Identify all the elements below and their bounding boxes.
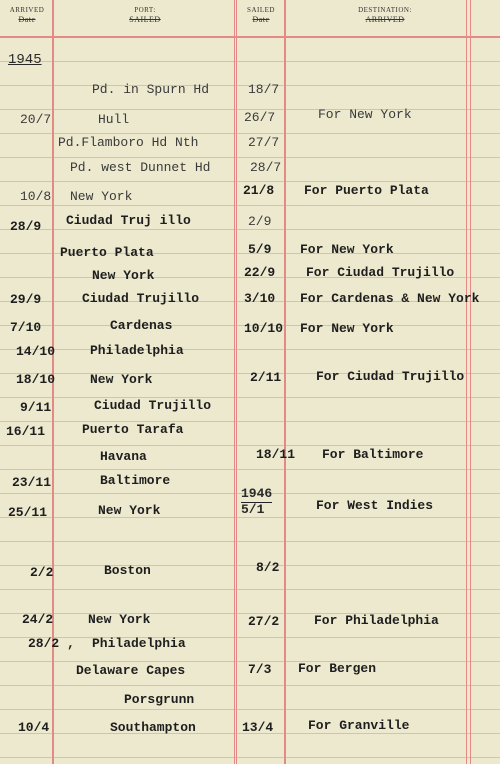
port-cell: Porsgrunn — [124, 692, 195, 707]
sailed-cell: 2/9 — [248, 214, 272, 229]
destination-cell: For Baltimore — [322, 447, 424, 462]
sailed-cell: 22/9 — [244, 265, 276, 280]
arrived-cell: 10/8 — [20, 189, 52, 204]
column-divider-sailed — [284, 0, 286, 764]
column-divider-port-b — [236, 0, 237, 764]
port-cell: Pd. in Spurn Hd — [92, 82, 210, 97]
port-cell: Havana — [100, 449, 147, 464]
arrived-cell: 14/10 — [16, 344, 56, 359]
port-cell: Ciudad Trujillo — [82, 291, 200, 306]
arrived-cell: 24/2 — [22, 612, 54, 627]
arrived-cell: 9/11 — [20, 400, 52, 415]
port-cell: Philadelphia — [90, 343, 184, 358]
sailed-cell: 18/11 — [256, 447, 296, 462]
destination-cell: For New York — [300, 321, 394, 336]
port-cell: New York — [70, 189, 133, 204]
port-cell: Baltimore — [100, 473, 171, 488]
sailed-cell: 5/9 — [248, 242, 272, 257]
port-cell: Pd. west Dunnet Hd — [70, 160, 211, 175]
sailed-cell: 7/3 — [248, 662, 272, 677]
port-cell: Puerto Plata — [60, 245, 154, 260]
header-rule — [0, 36, 500, 38]
sailed-cell: 10/10 — [244, 321, 284, 336]
column-divider-dest-b — [470, 0, 471, 764]
port-cell: New York — [88, 612, 151, 627]
destination-cell: For Bergen — [298, 661, 377, 676]
arrived-cell: 29/9 — [10, 292, 42, 307]
destination-cell: For New York — [318, 107, 412, 122]
port-cell: Boston — [104, 563, 151, 578]
arrived-cell: 2/2 — [30, 565, 54, 580]
sailed-year-date: $\frac{1946}{5/1}$ — [241, 486, 273, 517]
destination-cell: For Ciudad Trujillo — [316, 369, 465, 384]
sailed-cell: 26/7 — [244, 110, 276, 125]
sailed-cell: 13/4 — [242, 720, 274, 735]
destination-cell: For West Indies — [316, 498, 434, 513]
port-cell: Philadelphia — [92, 636, 186, 651]
sailed-cell: 28/7 — [250, 160, 282, 175]
year-label: 1945 — [8, 52, 42, 68]
sailed-cell: 8/2 — [256, 560, 280, 575]
arrived-cell: 18/10 — [16, 372, 56, 387]
sailed-cell: 21/8 — [243, 183, 275, 198]
arrived-cell: 7/10 — [10, 320, 42, 335]
port-cell: Ciudad Truj illo — [66, 213, 191, 228]
column-divider-port-a — [234, 0, 235, 764]
port-cell: Delaware Capes — [76, 663, 186, 678]
destination-cell: For Granville — [308, 718, 410, 733]
destination-cell: For Ciudad Trujillo — [306, 265, 455, 280]
header-sailed: SAILED Date — [247, 6, 275, 24]
port-cell: New York — [90, 372, 153, 387]
sailed-cell: 3/10 — [244, 291, 276, 306]
sailed-cell: 27/2 — [248, 614, 280, 629]
arrived-cell: 25/11 — [8, 505, 48, 520]
arrived-cell: 10/4 — [18, 720, 50, 735]
header-destination: DESTINATION: ARRIVED — [358, 6, 412, 24]
header-port: PORT: SAILED — [129, 6, 161, 24]
sailed-cell: 27/7 — [248, 135, 280, 150]
destination-cell: For New York — [300, 242, 394, 257]
port-cell: Cardenas — [110, 318, 173, 333]
arrived-cell: 28/2 , — [28, 636, 75, 651]
destination-cell: For Cardenas & New York — [300, 291, 480, 306]
port-cell: New York — [92, 268, 155, 283]
destination-cell: For Puerto Plata — [304, 183, 429, 198]
destination-cell: For Philadelphia — [314, 613, 439, 628]
port-cell: Puerto Tarafa — [82, 422, 184, 437]
port-cell: New York — [98, 503, 161, 518]
port-cell: Southampton — [110, 720, 196, 735]
port-cell: Ciudad Trujillo — [94, 398, 212, 413]
arrived-cell: 28/9 — [10, 219, 42, 234]
port-cell: Pd.Flamboro Hd Nth — [58, 135, 199, 150]
port-cell: Hull — [98, 112, 130, 127]
sailed-cell: 2/11 — [250, 370, 282, 385]
column-divider-dest-a — [466, 0, 467, 764]
arrived-cell: 20/7 — [20, 112, 52, 127]
arrived-cell: 16/11 — [6, 424, 46, 439]
header-arrived: ARRIVED Date — [9, 6, 45, 24]
sailed-cell: 18/7 — [248, 82, 280, 97]
arrived-cell: 23/11 — [12, 475, 52, 490]
